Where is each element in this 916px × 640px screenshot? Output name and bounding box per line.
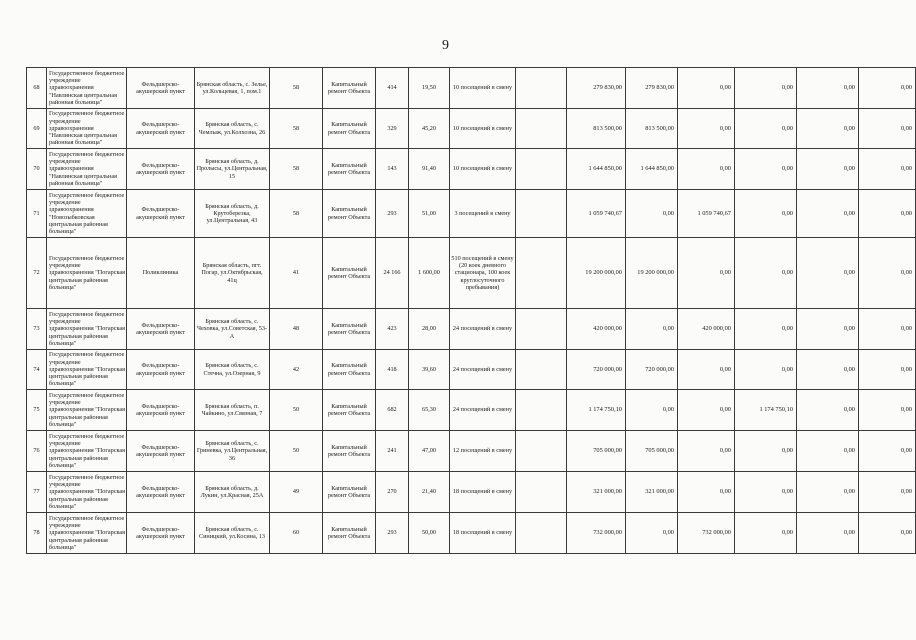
capacity-cell: 24 посещений в смену <box>450 350 516 390</box>
work-type-cell: Капитальный ремонт Объекта <box>323 390 376 431</box>
total-amount-cell: 1 644 850,00 <box>567 149 626 190</box>
facility-type-cell: Фельдшерско-акушерский пункт <box>127 513 195 554</box>
row-number: 68 <box>27 68 47 109</box>
work-type-cell: Капитальный ремонт Объекта <box>323 68 376 109</box>
area-cell: 270 <box>376 472 409 513</box>
area-cell: 143 <box>376 149 409 190</box>
capacity-cell: 10 посещений в смену <box>450 149 516 190</box>
area-cell: 329 <box>376 109 409 149</box>
table-row <box>27 149 916 190</box>
organization-cell: Государственное бюджетное учреждение здравоохранения "Навлинская центральная районная больница" <box>47 149 127 190</box>
area-cell: 293 <box>376 513 409 554</box>
empty-cell <box>516 68 567 109</box>
amount-year-5-cell: 0,00 <box>859 109 916 149</box>
address-cell: Брянская область, п. Чайкино, ул.Связная, 7 <box>195 390 270 431</box>
organization-cell: Государственное бюджетное учреждение здравоохранения "Навлинская центральная районная больница" <box>47 109 127 149</box>
amount-year-2-cell: 0,00 <box>678 350 735 390</box>
column-7-cell: 47,00 <box>409 431 450 472</box>
amount-year-4-cell: 0,00 <box>797 390 859 431</box>
column-4-cell: 50 <box>270 390 323 431</box>
address-cell: Брянская область, д. Лукин, ул.Красная, 25А <box>195 472 270 513</box>
table-row <box>27 309 916 350</box>
amount-year-1-cell: 0,00 <box>626 309 678 350</box>
address-cell: Брянская область, с. Гриневка, ул.Центральная, 36 <box>195 431 270 472</box>
work-type-cell: Капитальный ремонт Объекта <box>323 109 376 149</box>
area-cell: 423 <box>376 309 409 350</box>
amount-year-4-cell: 0,00 <box>797 513 859 554</box>
row-number: 77 <box>27 472 47 513</box>
amount-year-5-cell: 0,00 <box>859 149 916 190</box>
column-4-cell: 58 <box>270 68 323 109</box>
column-7-cell: 45,20 <box>409 109 450 149</box>
amount-year-3-cell: 0,00 <box>735 109 797 149</box>
row-number: 74 <box>27 350 47 390</box>
organization-cell: Государственное бюджетное учреждение здравоохранения "Погарская центральная районная больница" <box>47 238 127 309</box>
work-type-cell: Капитальный ремонт Объекта <box>323 190 376 238</box>
facility-type-cell: Фельдшерско-акушерский пункт <box>127 309 195 350</box>
amount-year-5-cell: 0,00 <box>859 350 916 390</box>
column-7-cell: 50,00 <box>409 513 450 554</box>
column-7-cell: 21,40 <box>409 472 450 513</box>
area-cell: 414 <box>376 68 409 109</box>
work-type-cell: Капитальный ремонт Объекта <box>323 309 376 350</box>
column-4-cell: 42 <box>270 350 323 390</box>
address-cell: Брянская область, с. Зелье, ул.Кольцевая, 1, пом.1 <box>195 68 270 109</box>
empty-cell <box>516 350 567 390</box>
amount-year-2-cell: 0,00 <box>678 109 735 149</box>
amount-year-4-cell: 0,00 <box>797 190 859 238</box>
row-number: 78 <box>27 513 47 554</box>
facility-type-cell: Фельдшерско-акушерский пункт <box>127 109 195 149</box>
capacity-cell: 24 посещений в смену <box>450 309 516 350</box>
total-amount-cell: 19 200 000,00 <box>567 238 626 309</box>
area-cell: 24 166 <box>376 238 409 309</box>
empty-cell <box>516 190 567 238</box>
amount-year-5-cell: 0,00 <box>859 68 916 109</box>
table-row <box>27 238 916 309</box>
table-row <box>27 513 916 554</box>
address-cell: Брянская область, д. Пролысы, ул.Центральная, 15 <box>195 149 270 190</box>
empty-cell <box>516 109 567 149</box>
amount-year-4-cell: 0,00 <box>797 68 859 109</box>
capacity-cell: 24 посещений в смену <box>450 390 516 431</box>
column-4-cell: 58 <box>270 109 323 149</box>
column-4-cell: 58 <box>270 190 323 238</box>
table-row <box>27 68 916 109</box>
organization-cell: Государственное бюджетное учреждение здравоохранения "Погарская центральная районная больница" <box>47 309 127 350</box>
organization-cell: Государственное бюджетное учреждение здравоохранения "Новозыбковская центральная районная больница" <box>47 190 127 238</box>
organization-cell: Государственное бюджетное учреждение здравоохранения "Погарская центральная районная больница" <box>47 513 127 554</box>
area-cell: 241 <box>376 431 409 472</box>
row-number: 72 <box>27 238 47 309</box>
capacity-cell: 510 посещений в смену (20 коек дневного стационара, 100 коек круглосуточного пребывания) <box>450 238 516 309</box>
amount-year-2-cell: 0,00 <box>678 238 735 309</box>
address-cell: Брянская область, с. Синицкий, ул.Косина, 13 <box>195 513 270 554</box>
facility-type-cell: Фельдшерско-акушерский пункт <box>127 472 195 513</box>
column-7-cell: 1 600,00 <box>409 238 450 309</box>
amount-year-1-cell: 321 000,00 <box>626 472 678 513</box>
amount-year-1-cell: 19 200 000,00 <box>626 238 678 309</box>
column-7-cell: 65,30 <box>409 390 450 431</box>
amount-year-2-cell: 1 059 740,67 <box>678 190 735 238</box>
amount-year-4-cell: 0,00 <box>797 309 859 350</box>
total-amount-cell: 705 000,00 <box>567 431 626 472</box>
work-type-cell: Капитальный ремонт Объекта <box>323 149 376 190</box>
amount-year-3-cell: 0,00 <box>735 68 797 109</box>
row-number: 73 <box>27 309 47 350</box>
amount-year-3-cell: 1 174 750,10 <box>735 390 797 431</box>
empty-cell <box>516 472 567 513</box>
area-cell: 293 <box>376 190 409 238</box>
work-type-cell: Капитальный ремонт Объекта <box>323 238 376 309</box>
row-number: 75 <box>27 390 47 431</box>
empty-cell <box>516 513 567 554</box>
total-amount-cell: 813 500,00 <box>567 109 626 149</box>
address-cell: Брянская область, пгт. Погар, ул.Октябрьская, 41ц <box>195 238 270 309</box>
work-type-cell: Капитальный ремонт Объекта <box>323 472 376 513</box>
amount-year-2-cell: 732 000,00 <box>678 513 735 554</box>
amount-year-4-cell: 0,00 <box>797 472 859 513</box>
amount-year-3-cell: 0,00 <box>735 190 797 238</box>
row-number: 69 <box>27 109 47 149</box>
amount-year-5-cell: 0,00 <box>859 309 916 350</box>
organization-cell: Государственное бюджетное учреждение здравоохранения "Погарская центральная районная больница" <box>47 431 127 472</box>
capacity-cell: 12 посещений в смену <box>450 431 516 472</box>
organization-cell: Государственное бюджетное учреждение здравоохранения "Погарская центральная районная больница" <box>47 390 127 431</box>
table-row <box>27 390 916 431</box>
amount-year-2-cell: 0,00 <box>678 431 735 472</box>
column-4-cell: 41 <box>270 238 323 309</box>
facility-type-cell: Фельдшерско-акушерский пункт <box>127 190 195 238</box>
amount-year-4-cell: 0,00 <box>797 149 859 190</box>
facility-type-cell: Фельдшерско-акушерский пункт <box>127 350 195 390</box>
capacity-cell: 10 посещений в смену <box>450 68 516 109</box>
empty-cell <box>516 149 567 190</box>
empty-cell <box>516 238 567 309</box>
amount-year-2-cell: 0,00 <box>678 149 735 190</box>
facility-type-cell: Поликлиника <box>127 238 195 309</box>
total-amount-cell: 732 000,00 <box>567 513 626 554</box>
page-number: 9 <box>442 38 449 53</box>
amount-year-2-cell: 0,00 <box>678 472 735 513</box>
amount-year-1-cell: 0,00 <box>626 513 678 554</box>
work-type-cell: Капитальный ремонт Объекта <box>323 513 376 554</box>
empty-cell <box>516 431 567 472</box>
total-amount-cell: 1 059 740,67 <box>567 190 626 238</box>
amount-year-1-cell: 0,00 <box>626 190 678 238</box>
area-cell: 682 <box>376 390 409 431</box>
amount-year-3-cell: 0,00 <box>735 513 797 554</box>
table-row <box>27 350 916 390</box>
amount-year-1-cell: 279 830,00 <box>626 68 678 109</box>
facility-type-cell: Фельдшерско-акушерский пункт <box>127 390 195 431</box>
address-cell: Брянская область, с. Чеховка, ул.Советская, 53-А <box>195 309 270 350</box>
amount-year-1-cell: 813 500,00 <box>626 109 678 149</box>
facility-type-cell: Фельдшерско-акушерский пункт <box>127 149 195 190</box>
column-4-cell: 49 <box>270 472 323 513</box>
total-amount-cell: 720 000,00 <box>567 350 626 390</box>
amount-year-3-cell: 0,00 <box>735 238 797 309</box>
organization-cell: Государственное бюджетное учреждение здравоохранения "Погарская центральная районная больница" <box>47 472 127 513</box>
column-7-cell: 19,50 <box>409 68 450 109</box>
table-row <box>27 190 916 238</box>
column-4-cell: 58 <box>270 149 323 190</box>
amount-year-5-cell: 0,00 <box>859 472 916 513</box>
empty-cell <box>516 390 567 431</box>
address-cell: Брянская область, с. Чемлыж, ул.Колхозна, 26 <box>195 109 270 149</box>
column-4-cell: 50 <box>270 431 323 472</box>
amount-year-5-cell: 0,00 <box>859 390 916 431</box>
register-table <box>26 67 916 554</box>
capacity-cell: 10 посещений в смену <box>450 109 516 149</box>
organization-cell: Государственное бюджетное учреждение здравоохранения "Навлинская центральная районная больница" <box>47 68 127 109</box>
address-cell: Брянская область, с. Стечна, ул.Озерная, 9 <box>195 350 270 390</box>
amount-year-4-cell: 0,00 <box>797 238 859 309</box>
amount-year-3-cell: 0,00 <box>735 309 797 350</box>
column-4-cell: 60 <box>270 513 323 554</box>
row-number: 70 <box>27 149 47 190</box>
amount-year-3-cell: 0,00 <box>735 350 797 390</box>
row-number: 71 <box>27 190 47 238</box>
facility-type-cell: Фельдшерско-акушерский пункт <box>127 431 195 472</box>
amount-year-1-cell: 1 644 850,00 <box>626 149 678 190</box>
amount-year-5-cell: 0,00 <box>859 238 916 309</box>
total-amount-cell: 420 000,00 <box>567 309 626 350</box>
empty-cell <box>516 309 567 350</box>
amount-year-3-cell: 0,00 <box>735 431 797 472</box>
register-table-body <box>27 68 916 554</box>
amount-year-3-cell: 0,00 <box>735 472 797 513</box>
amount-year-5-cell: 0,00 <box>859 431 916 472</box>
total-amount-cell: 279 830,00 <box>567 68 626 109</box>
capacity-cell: 3 посещений в смену <box>450 190 516 238</box>
table-row <box>27 109 916 149</box>
row-number: 76 <box>27 431 47 472</box>
column-4-cell: 48 <box>270 309 323 350</box>
amount-year-4-cell: 0,00 <box>797 109 859 149</box>
amount-year-2-cell: 0,00 <box>678 390 735 431</box>
table-row <box>27 431 916 472</box>
total-amount-cell: 321 000,00 <box>567 472 626 513</box>
total-amount-cell: 1 174 750,10 <box>567 390 626 431</box>
table-row <box>27 472 916 513</box>
address-cell: Брянская область, д. Крутоберезка, ул.Центральная, 43 <box>195 190 270 238</box>
facility-type-cell: Фельдшерско-акушерский пункт <box>127 68 195 109</box>
organization-cell: Государственное бюджетное учреждение здравоохранения "Погарская центральная районная больница" <box>47 350 127 390</box>
amount-year-2-cell: 0,00 <box>678 68 735 109</box>
column-7-cell: 51,00 <box>409 190 450 238</box>
amount-year-5-cell: 0,00 <box>859 513 916 554</box>
amount-year-1-cell: 720 000,00 <box>626 350 678 390</box>
amount-year-1-cell: 0,00 <box>626 390 678 431</box>
amount-year-4-cell: 0,00 <box>797 350 859 390</box>
column-7-cell: 28,00 <box>409 309 450 350</box>
work-type-cell: Капитальный ремонт Объекта <box>323 350 376 390</box>
capacity-cell: 18 посещений в смену <box>450 513 516 554</box>
column-7-cell: 91,40 <box>409 149 450 190</box>
amount-year-3-cell: 0,00 <box>735 149 797 190</box>
column-7-cell: 39,60 <box>409 350 450 390</box>
amount-year-5-cell: 0,00 <box>859 190 916 238</box>
work-type-cell: Капитальный ремонт Объекта <box>323 431 376 472</box>
area-cell: 418 <box>376 350 409 390</box>
amount-year-2-cell: 420 000,00 <box>678 309 735 350</box>
amount-year-1-cell: 705 000,00 <box>626 431 678 472</box>
capacity-cell: 18 посещений в смену <box>450 472 516 513</box>
amount-year-4-cell: 0,00 <box>797 431 859 472</box>
